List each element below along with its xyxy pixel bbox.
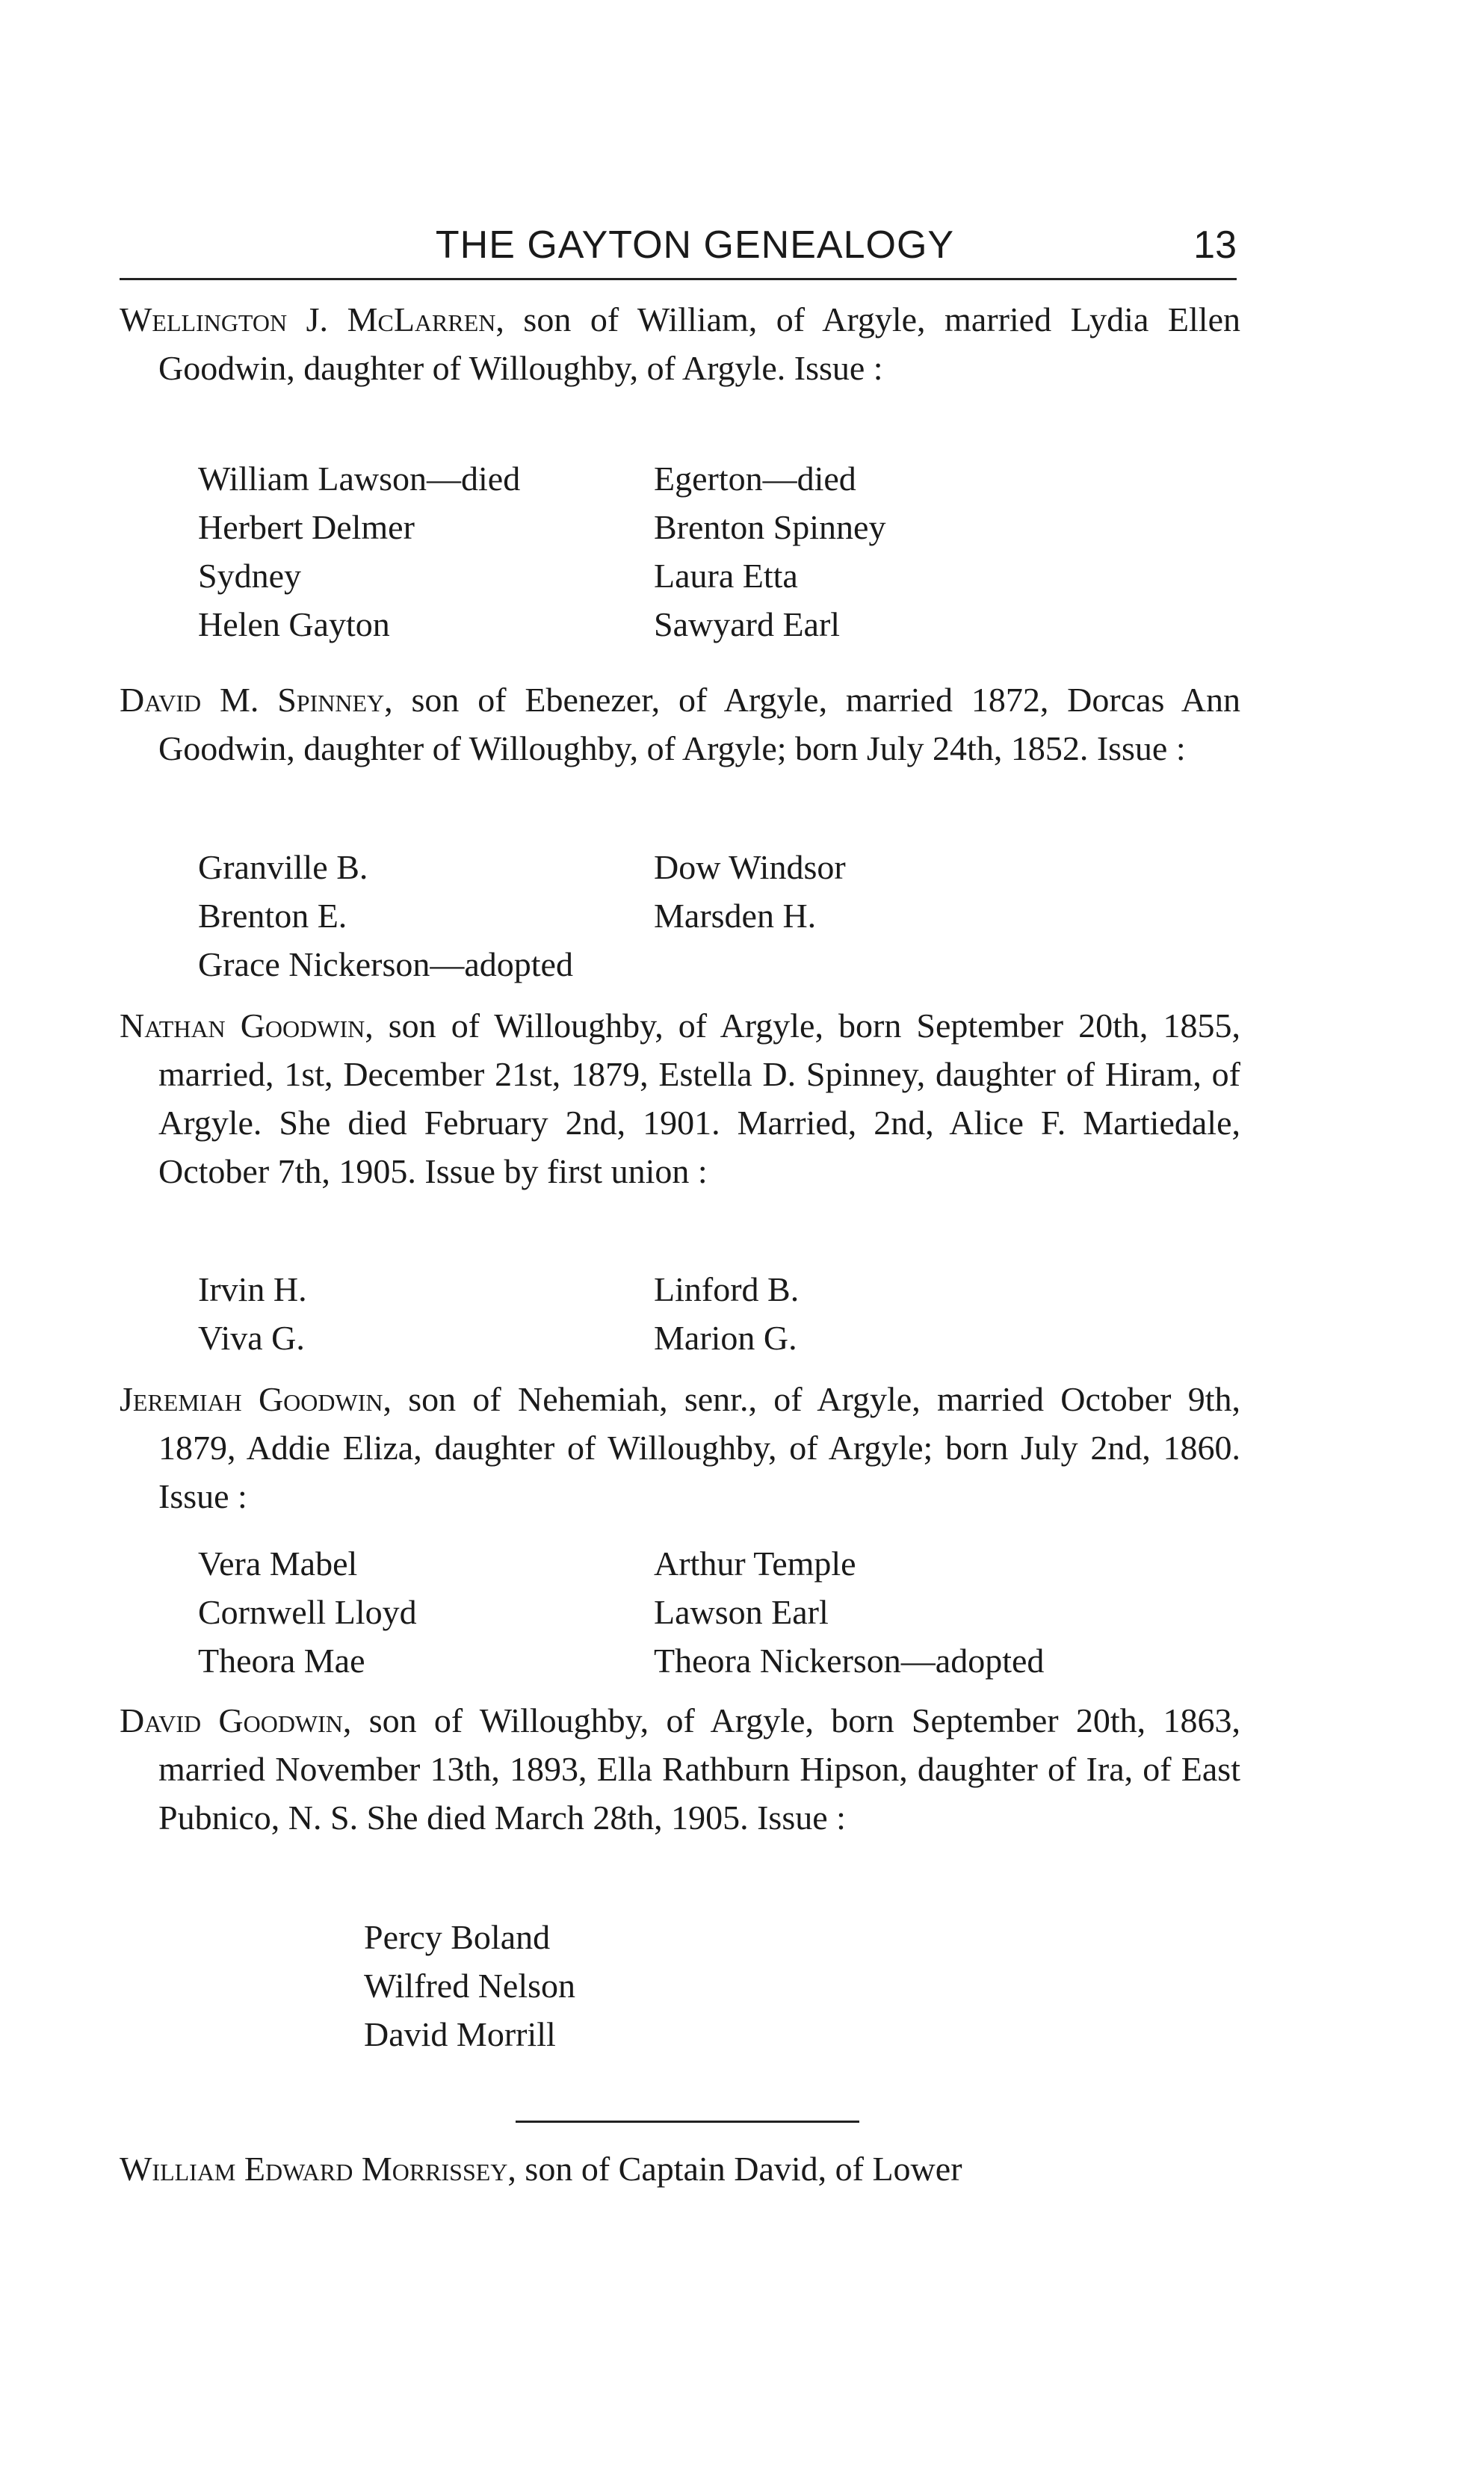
entry-text: , son of Nehemiah, senr., of Argyle, married October 9th, 1879, Addie Eliza, daughter of Willoughby, of Argyle; born July 2nd, 1860. Issue : bbox=[158, 1380, 1240, 1515]
issue-row bbox=[198, 1588, 1044, 1636]
genealogy-entry bbox=[120, 2144, 1240, 2193]
child-name: Granville B. bbox=[198, 848, 368, 886]
child-name: Theora Mae bbox=[198, 1642, 365, 1680]
child-name: Irvin H. bbox=[198, 1270, 307, 1308]
child-name: Vera Mabel bbox=[198, 1544, 358, 1583]
issue-row bbox=[198, 1539, 1044, 1588]
issue-row bbox=[198, 454, 885, 503]
issue-list bbox=[198, 1265, 799, 1362]
issue-list bbox=[364, 1913, 575, 2059]
child-name: Herbert Delmer bbox=[198, 508, 415, 546]
genealogy-entry bbox=[120, 1696, 1240, 1842]
issue-row bbox=[198, 551, 885, 600]
entry-name: Nathan Goodwin bbox=[120, 1006, 365, 1045]
entry-name: William Edward Morrissey bbox=[120, 2150, 508, 2188]
entry-text: , son of William, of Argyle, married Lydia Ellen Goodwin, daughter of Willoughby, of Argyle. Issue : bbox=[158, 300, 1240, 387]
child-name: Linford B. bbox=[654, 1270, 800, 1308]
issue-row bbox=[198, 503, 885, 551]
child-name: Arthur Temple bbox=[654, 1544, 856, 1583]
child-name: Percy Boland bbox=[364, 1918, 551, 1956]
section-divider bbox=[516, 2121, 859, 2123]
issue-row bbox=[198, 940, 846, 989]
page-header bbox=[120, 218, 1237, 280]
child-name: Brenton Spinney bbox=[654, 508, 886, 546]
child-name: Lawson Earl bbox=[654, 1593, 829, 1631]
entry-name: Wellington J. McLarren bbox=[120, 300, 496, 338]
issue-list bbox=[198, 454, 885, 649]
child-name: Laura Etta bbox=[654, 557, 798, 595]
child-name: Sawyard Earl bbox=[654, 605, 841, 643]
genealogy-entry bbox=[120, 1001, 1240, 1196]
entry-name: David M. Spinney bbox=[120, 681, 385, 719]
entry-name: David Goodwin bbox=[120, 1701, 343, 1739]
genealogy-entry bbox=[120, 295, 1240, 392]
issue-row bbox=[198, 1314, 799, 1362]
child-name: Egerton—died bbox=[654, 460, 856, 498]
issue-row bbox=[198, 1636, 1044, 1685]
child-name: Marion G. bbox=[654, 1319, 797, 1357]
child-name: Sydney bbox=[198, 557, 301, 595]
running-head: THE GAYTON GENEALOGY bbox=[435, 223, 955, 267]
issue-list bbox=[198, 1539, 1044, 1685]
child-name: Cornwell Lloyd bbox=[198, 1593, 417, 1631]
child-name: Helen Gayton bbox=[198, 605, 390, 643]
issue-row bbox=[198, 891, 846, 940]
entry-name: Jeremiah Goodwin bbox=[120, 1380, 383, 1418]
child-name: Dow Windsor bbox=[654, 848, 846, 886]
child-name: David Morrill bbox=[364, 2015, 556, 2053]
child-name: Grace Nickerson—adopted bbox=[198, 945, 573, 983]
entry-text: , son of Captain David, of Lower bbox=[507, 2150, 962, 2188]
issue-row bbox=[198, 843, 846, 891]
genealogy-entry bbox=[120, 1375, 1240, 1521]
child-name: Wilfred Nelson bbox=[364, 1967, 576, 2005]
entry-text: , son of Willoughby, of Argyle, born September 20th, 1863, married November 13th, 1893, Ella Rathburn Hipson, daughter of Ira, of East Pubnico, N. S. She died March 28th, 1905. Issue : bbox=[158, 1701, 1240, 1837]
issue-list bbox=[198, 843, 846, 989]
child-name: William Lawson—died bbox=[198, 460, 521, 498]
issue-row bbox=[198, 1265, 799, 1314]
child-name: Theora Nickerson—adopted bbox=[654, 1642, 1045, 1680]
child-name: Brenton E. bbox=[198, 897, 347, 935]
child-name: Viva G. bbox=[198, 1319, 305, 1357]
entry-text: , son of Ebenezer, of Argyle, married 1872, Dorcas Ann Goodwin, daughter of Willoughby, of Argyle; born July 24th, 1852. Issue : bbox=[158, 681, 1240, 767]
entry-text: , son of Willoughby, of Argyle, born September 20th, 1855, married, 1st, December 21st, 1879, Estella D. Spinney, daughter of Hiram, of Argyle. She died February 2nd, 1901. Married, 2nd, Alice F. Martiedale, October 7th, 1905. Issue by first union : bbox=[158, 1006, 1240, 1190]
issue-row bbox=[198, 600, 885, 649]
child-name: Marsden H. bbox=[654, 897, 817, 935]
genealogy-entry bbox=[120, 675, 1240, 773]
page-number: 13 bbox=[1193, 223, 1237, 267]
